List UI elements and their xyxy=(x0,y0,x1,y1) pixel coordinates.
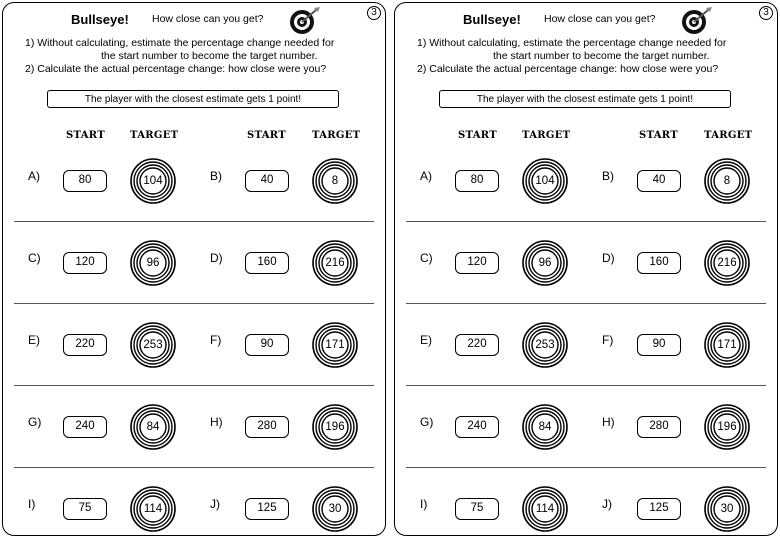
target-number: 104 xyxy=(143,175,163,187)
problem-row xyxy=(395,304,777,386)
problem-label: B) xyxy=(210,169,222,183)
target-header: TARGET xyxy=(522,130,571,141)
target-number: 8 xyxy=(331,175,339,187)
instruction-1-cont: the start number to become the target number. xyxy=(493,50,710,62)
start-number-box: 125 xyxy=(637,498,681,520)
worksheet-left xyxy=(2,2,386,536)
start-number-box: 240 xyxy=(455,416,499,438)
target-bullseye xyxy=(704,158,750,204)
problem-label: H) xyxy=(602,415,615,429)
bullseye-dart-icon xyxy=(680,6,714,36)
problem-label: J) xyxy=(210,497,220,511)
problem-row xyxy=(395,468,777,550)
target-number: 253 xyxy=(535,339,555,351)
target-bullseye xyxy=(130,240,176,286)
start-number-box: 120 xyxy=(63,252,107,274)
target-bullseye xyxy=(704,486,750,532)
target-number: 104 xyxy=(535,175,555,187)
target-number: 216 xyxy=(325,257,345,269)
target-number: 196 xyxy=(325,421,345,433)
worksheet-title: Bullseye! xyxy=(463,12,521,27)
target-number: 8 xyxy=(723,175,731,187)
instructions xyxy=(25,37,375,76)
target-number: 216 xyxy=(717,257,737,269)
target-bullseye xyxy=(130,158,176,204)
target-bullseye xyxy=(312,240,358,286)
target-bullseye xyxy=(522,486,568,532)
problem-label: H) xyxy=(210,415,223,429)
start-number-box: 240 xyxy=(63,416,107,438)
target-bullseye xyxy=(312,404,358,450)
problem-row xyxy=(3,140,385,222)
target-bullseye xyxy=(704,240,750,286)
problem-label: I) xyxy=(420,497,428,511)
target-number: 30 xyxy=(720,503,734,515)
start-header: START xyxy=(66,130,105,141)
problem-row xyxy=(3,468,385,550)
problem-label: E) xyxy=(420,333,432,347)
target-bullseye xyxy=(312,486,358,532)
target-number: 171 xyxy=(717,339,737,351)
start-number-box: 40 xyxy=(245,170,289,192)
worksheet-subtitle: How close can you get? xyxy=(544,13,656,25)
target-bullseye xyxy=(704,322,750,368)
target-bullseye xyxy=(704,404,750,450)
start-number-box: 220 xyxy=(455,334,499,356)
problem-label: D) xyxy=(602,251,615,265)
problem-label: A) xyxy=(28,169,40,183)
problem-row xyxy=(395,386,777,468)
target-number: 171 xyxy=(325,339,345,351)
start-header: START xyxy=(639,130,678,141)
problem-label: I) xyxy=(28,497,36,511)
target-number: 96 xyxy=(146,257,160,269)
target-bullseye xyxy=(522,322,568,368)
target-header: TARGET xyxy=(130,130,179,141)
instruction-2: 2) Calculate the actual percentage change: how close were you? xyxy=(417,63,719,75)
start-header: START xyxy=(247,130,286,141)
problem-label: J) xyxy=(602,497,612,511)
start-number-box: 90 xyxy=(637,334,681,356)
bullseye-dart-icon xyxy=(288,6,322,36)
target-bullseye xyxy=(312,158,358,204)
problem-row xyxy=(3,222,385,304)
scoring-rule: The player with the closest estimate gets 1 point! xyxy=(47,90,339,108)
start-number-box: 75 xyxy=(455,498,499,520)
target-bullseye xyxy=(312,322,358,368)
target-header: TARGET xyxy=(312,130,361,141)
start-number-box: 220 xyxy=(63,334,107,356)
problem-row xyxy=(3,386,385,468)
problem-row xyxy=(395,140,777,222)
start-number-box: 160 xyxy=(637,252,681,274)
problem-label: A) xyxy=(420,169,432,183)
target-bullseye xyxy=(522,240,568,286)
target-bullseye xyxy=(130,486,176,532)
problem-label: D) xyxy=(210,251,223,265)
page-number: 3 xyxy=(367,6,381,20)
instruction-1: 1) Without calculating, estimate the percentage change needed for xyxy=(25,37,335,49)
problem-label: F) xyxy=(210,333,222,347)
target-number: 30 xyxy=(328,503,342,515)
target-number: 114 xyxy=(535,503,555,515)
target-bullseye xyxy=(130,404,176,450)
start-number-box: 280 xyxy=(637,416,681,438)
target-number: 253 xyxy=(143,339,163,351)
start-number-box: 90 xyxy=(245,334,289,356)
target-number: 196 xyxy=(717,421,737,433)
problem-label: E) xyxy=(28,333,40,347)
problem-label: B) xyxy=(602,169,614,183)
worksheet-title: Bullseye! xyxy=(71,12,129,27)
problem-row xyxy=(3,304,385,386)
problem-row xyxy=(395,222,777,304)
start-number-box: 80 xyxy=(63,170,107,192)
target-number: 114 xyxy=(143,503,163,515)
problem-label: F) xyxy=(602,333,614,347)
start-number-box: 120 xyxy=(455,252,499,274)
target-bullseye xyxy=(522,404,568,450)
instruction-1-cont: the start number to become the target number. xyxy=(101,50,318,62)
problem-label: C) xyxy=(28,251,41,265)
start-number-box: 75 xyxy=(63,498,107,520)
target-number: 96 xyxy=(538,257,552,269)
target-bullseye xyxy=(130,322,176,368)
problem-label: G) xyxy=(420,415,434,429)
target-header: TARGET xyxy=(704,130,753,141)
problem-label: G) xyxy=(28,415,42,429)
page-number: 3 xyxy=(759,6,773,20)
instruction-2: 2) Calculate the actual percentage change: how close were you? xyxy=(25,63,327,75)
start-number-box: 125 xyxy=(245,498,289,520)
start-header: START xyxy=(458,130,497,141)
worksheet-right xyxy=(394,2,778,536)
target-number: 84 xyxy=(146,421,160,433)
start-number-box: 40 xyxy=(637,170,681,192)
problem-label: C) xyxy=(420,251,433,265)
target-bullseye xyxy=(522,158,568,204)
scoring-rule: The player with the closest estimate gets 1 point! xyxy=(439,90,731,108)
target-number: 84 xyxy=(538,421,552,433)
instruction-1: 1) Without calculating, estimate the percentage change needed for xyxy=(417,37,727,49)
start-number-box: 160 xyxy=(245,252,289,274)
worksheet-subtitle: How close can you get? xyxy=(152,13,264,25)
start-number-box: 280 xyxy=(245,416,289,438)
instructions xyxy=(417,37,767,76)
start-number-box: 80 xyxy=(455,170,499,192)
